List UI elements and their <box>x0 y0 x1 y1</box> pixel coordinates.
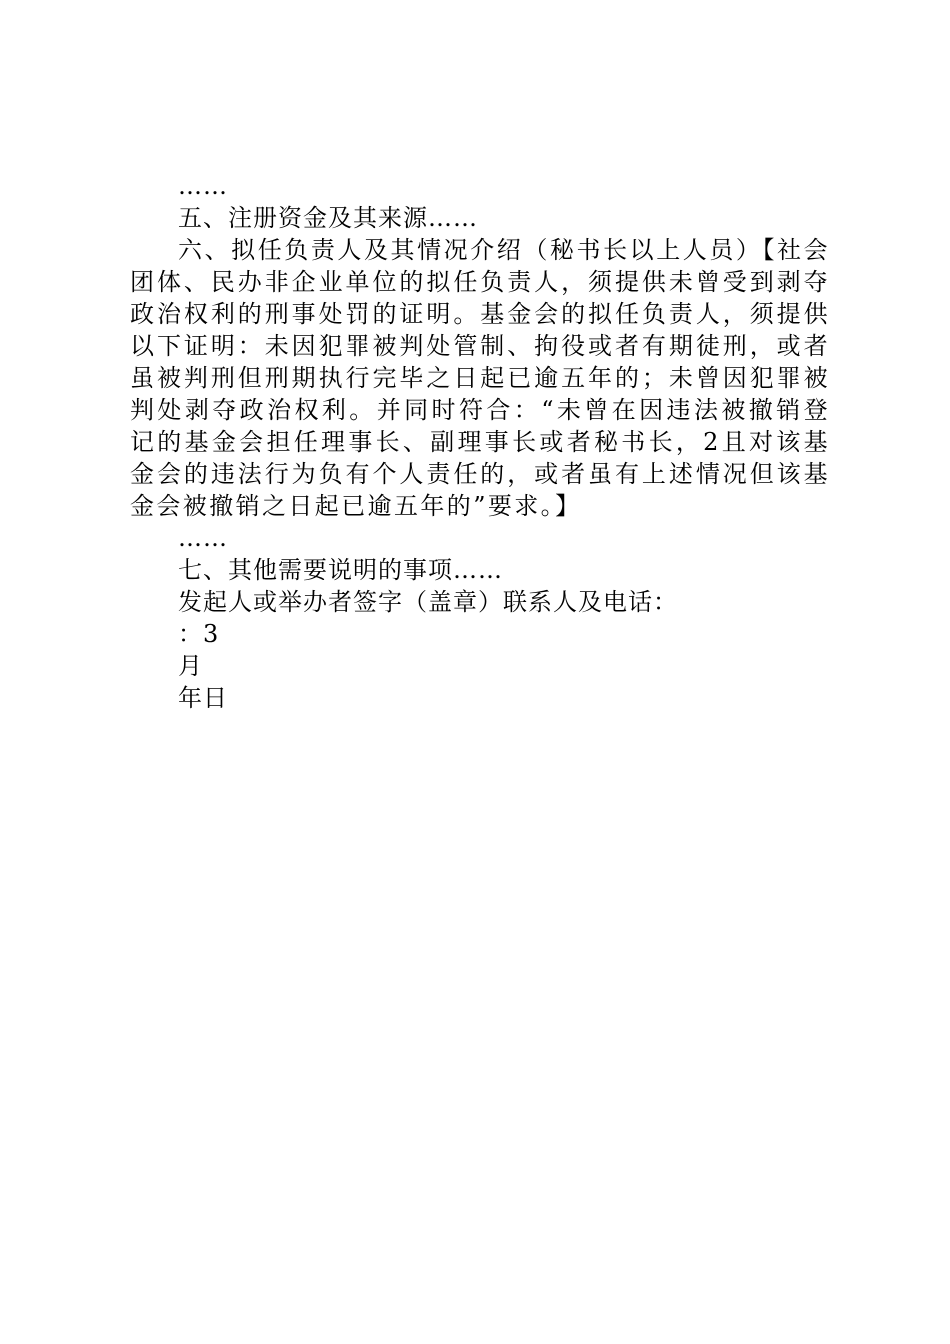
document-body <box>130 170 830 714</box>
ellipsis-line: …… <box>178 524 228 552</box>
date-month-line: 月 <box>178 652 203 680</box>
date-colon-line: ：3 <box>178 620 220 648</box>
item-other-matters: 七、其他需要说明的事项…… <box>178 556 503 584</box>
signature-line: 发起人或举办者签字（盖章）联系人及电话： <box>178 588 678 616</box>
ellipsis-line: …… <box>178 172 228 200</box>
item-proposed-leaders: 六、拟任负责人及其情况介绍（秘书长以上人员）【社会团体、民办非企业单位的拟任负责人，须提供未曾受到剥夺政治权利的刑事处罚的证明。基金会的拟任负责人，须提供以下证明：未因犯罪被判处管制、拘役或者有期徒刑，或者虽被判刑但刑期执行完毕之日起已逾五年的；未曾因犯罪被判处剥夺政治权利。并同时符合：“未曾在因违法被撤销登记的基金会担任理事长、副理事长或者秘书长，2且对该基金会的违法行为负有个人责任的，或者虽有上述情况但该基金会被撤销之日起已逾五年的”要求。】 <box>130 236 830 520</box>
item-registered-capital: 五、注册资金及其来源…… <box>178 204 478 232</box>
date-year-day-line: 年日 <box>178 684 228 712</box>
